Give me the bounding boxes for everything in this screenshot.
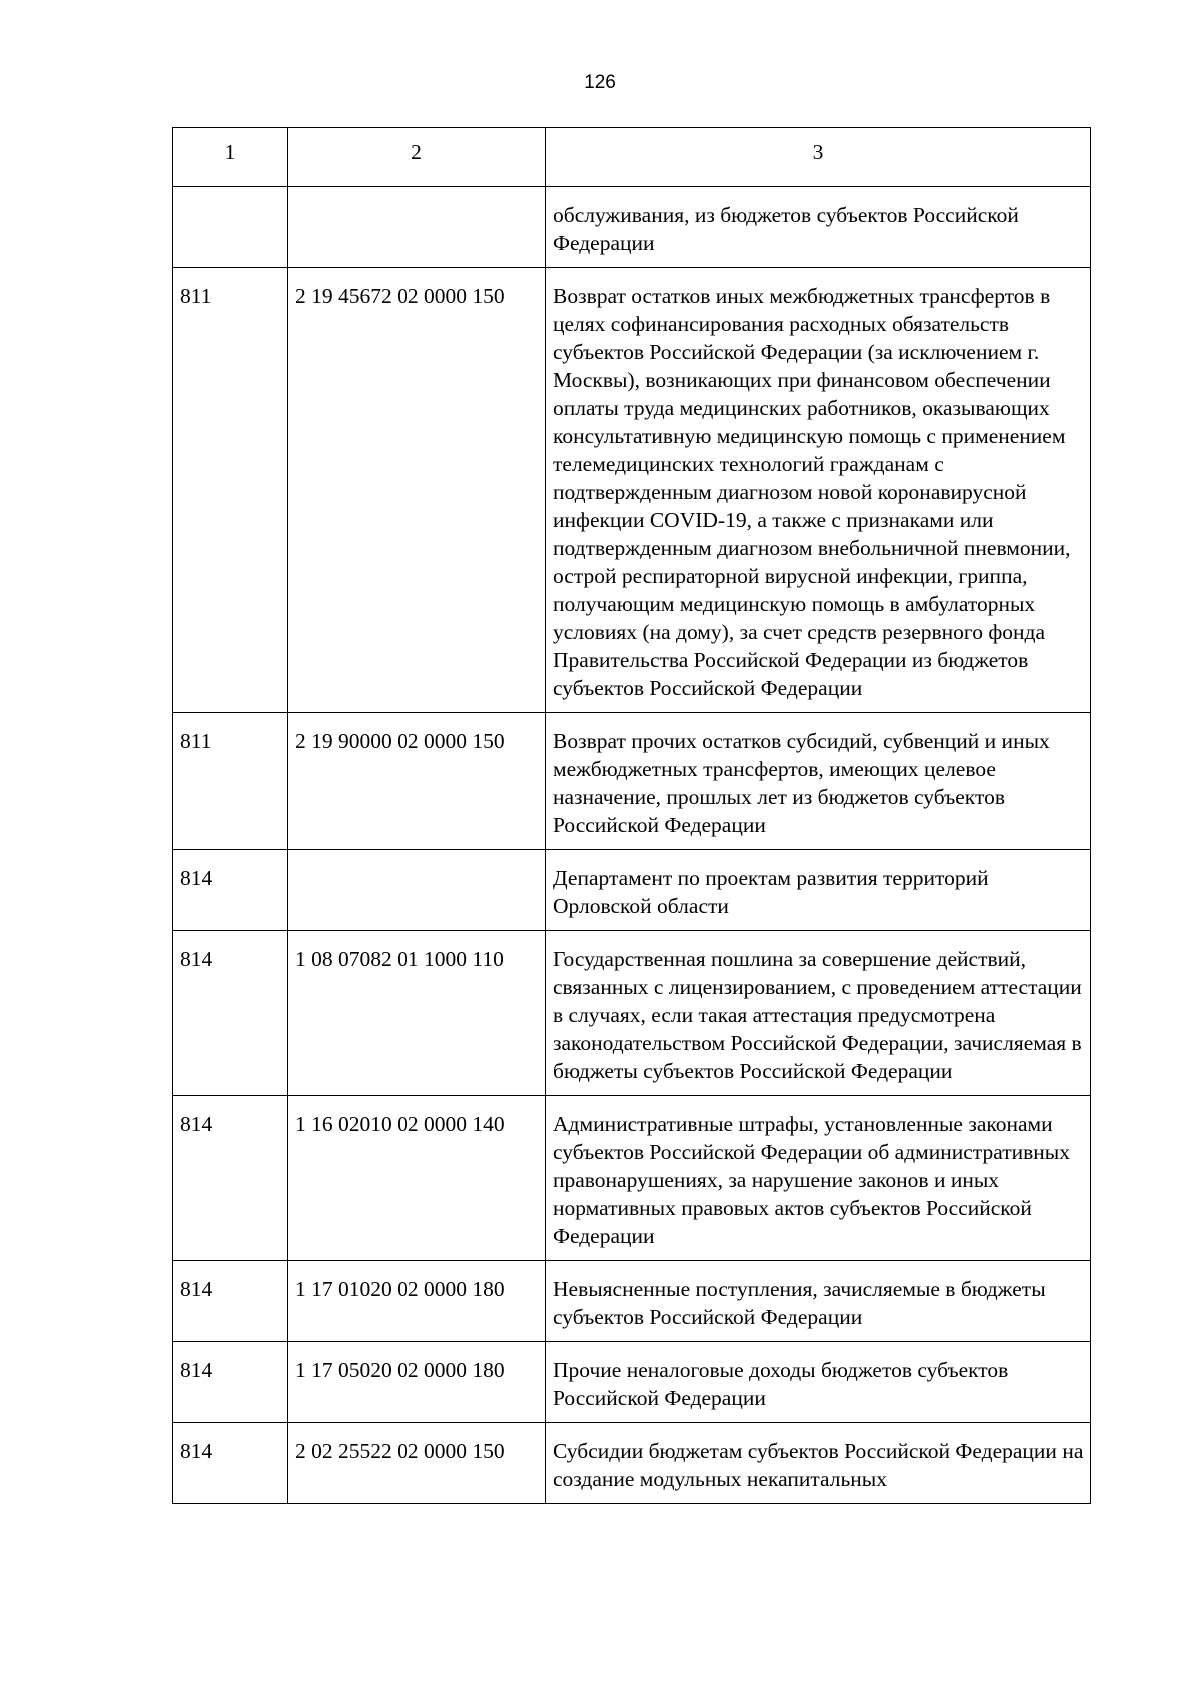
revenue-name-cell: обслуживания, из бюджетов субъектов Российской Федерации	[546, 187, 1091, 268]
revenue-name-cell: Государственная пошлина за совершение действий, связанных с лицензированием, с проведением аттестации в случаях, если такая аттестация предусмотрена законодательством Российской Федерации, зачисляемая в бюджеты субъектов Российской Федерации	[546, 931, 1091, 1096]
table-body	[173, 187, 1091, 1504]
revenue-name-cell: Возврат прочих остатков субсидий, субвенций и иных межбюджетных трансфертов, имеющих целевое назначение, прошлых лет из бюджетов субъектов Российской Федерации	[546, 713, 1091, 850]
table-row	[173, 1342, 1091, 1423]
header-col-2: 2	[288, 128, 546, 187]
admin-code-cell: 814	[173, 1423, 288, 1504]
admin-code-cell: 814	[173, 1342, 288, 1423]
revenue-codes-table	[172, 127, 1091, 1504]
table-header	[173, 128, 1091, 187]
page-number: 126	[584, 72, 616, 93]
table-row	[173, 1261, 1091, 1342]
table-row	[173, 268, 1091, 713]
revenue-name-cell: Административные штрафы, установленные законами субъектов Российской Федерации об административных правонарушениях, за нарушение законов и иных нормативных правовых актов субъектов Российской Федерации	[546, 1096, 1091, 1261]
table-row	[173, 1096, 1091, 1261]
revenue-name-cell: Возврат остатков иных межбюджетных трансфертов в целях софинансирования расходных обязательств субъектов Российской Федерации (за исключением г. Москвы), возникающих при финансовом обеспечении оплаты труда медицинских работников, оказывающих консультативную медицинскую помощь с применением телемедицинских технологий гражданам с подтвержденным диагнозом новой коронавирусной инфекции COVID-19, а также с признаками или подтвержденным диагнозом внебольничной пневмонии, острой респираторной вирусной инфекции, гриппа, получающим медицинскую помощь в амбулаторных условиях (на дому), за счет средств резервного фонда Правительства Российской Федерации из бюджетов субъектов Российской Федерации	[546, 268, 1091, 713]
admin-code-cell	[173, 187, 288, 268]
budget-code-cell: 1 16 02010 02 0000 140	[288, 1096, 546, 1261]
revenue-name-cell: Невыясненные поступления, зачисляемые в бюджеты субъектов Российской Федерации	[546, 1261, 1091, 1342]
table-row	[173, 713, 1091, 850]
admin-code-cell: 814	[173, 1261, 288, 1342]
budget-code-cell: 2 19 45672 02 0000 150	[288, 268, 546, 713]
budget-code-cell: 1 17 05020 02 0000 180	[288, 1342, 546, 1423]
budget-code-cell: 2 19 90000 02 0000 150	[288, 713, 546, 850]
header-col-1: 1	[173, 128, 288, 187]
header-row	[173, 128, 1091, 187]
budget-code-cell	[288, 187, 546, 268]
admin-code-cell: 811	[173, 268, 288, 713]
header-col-3: 3	[546, 128, 1091, 187]
table-row	[173, 1423, 1091, 1504]
budget-code-cell	[288, 850, 546, 931]
admin-code-cell: 814	[173, 850, 288, 931]
table-row	[173, 850, 1091, 931]
revenue-name-cell: Субсидии бюджетам субъектов Российской Федерации на создание модульных некапитальных	[546, 1423, 1091, 1504]
budget-code-cell: 1 17 01020 02 0000 180	[288, 1261, 546, 1342]
revenue-name-cell: Департамент по проектам развития территорий Орловской области	[546, 850, 1091, 931]
budget-code-cell: 1 08 07082 01 1000 110	[288, 931, 546, 1096]
budget-code-cell: 2 02 25522 02 0000 150	[288, 1423, 546, 1504]
admin-code-cell: 814	[173, 931, 288, 1096]
revenue-name-cell: Прочие неналоговые доходы бюджетов субъектов Российской Федерации	[546, 1342, 1091, 1423]
admin-code-cell: 814	[173, 1096, 288, 1261]
admin-code-cell: 811	[173, 713, 288, 850]
table-row	[173, 187, 1091, 268]
table-row	[173, 931, 1091, 1096]
